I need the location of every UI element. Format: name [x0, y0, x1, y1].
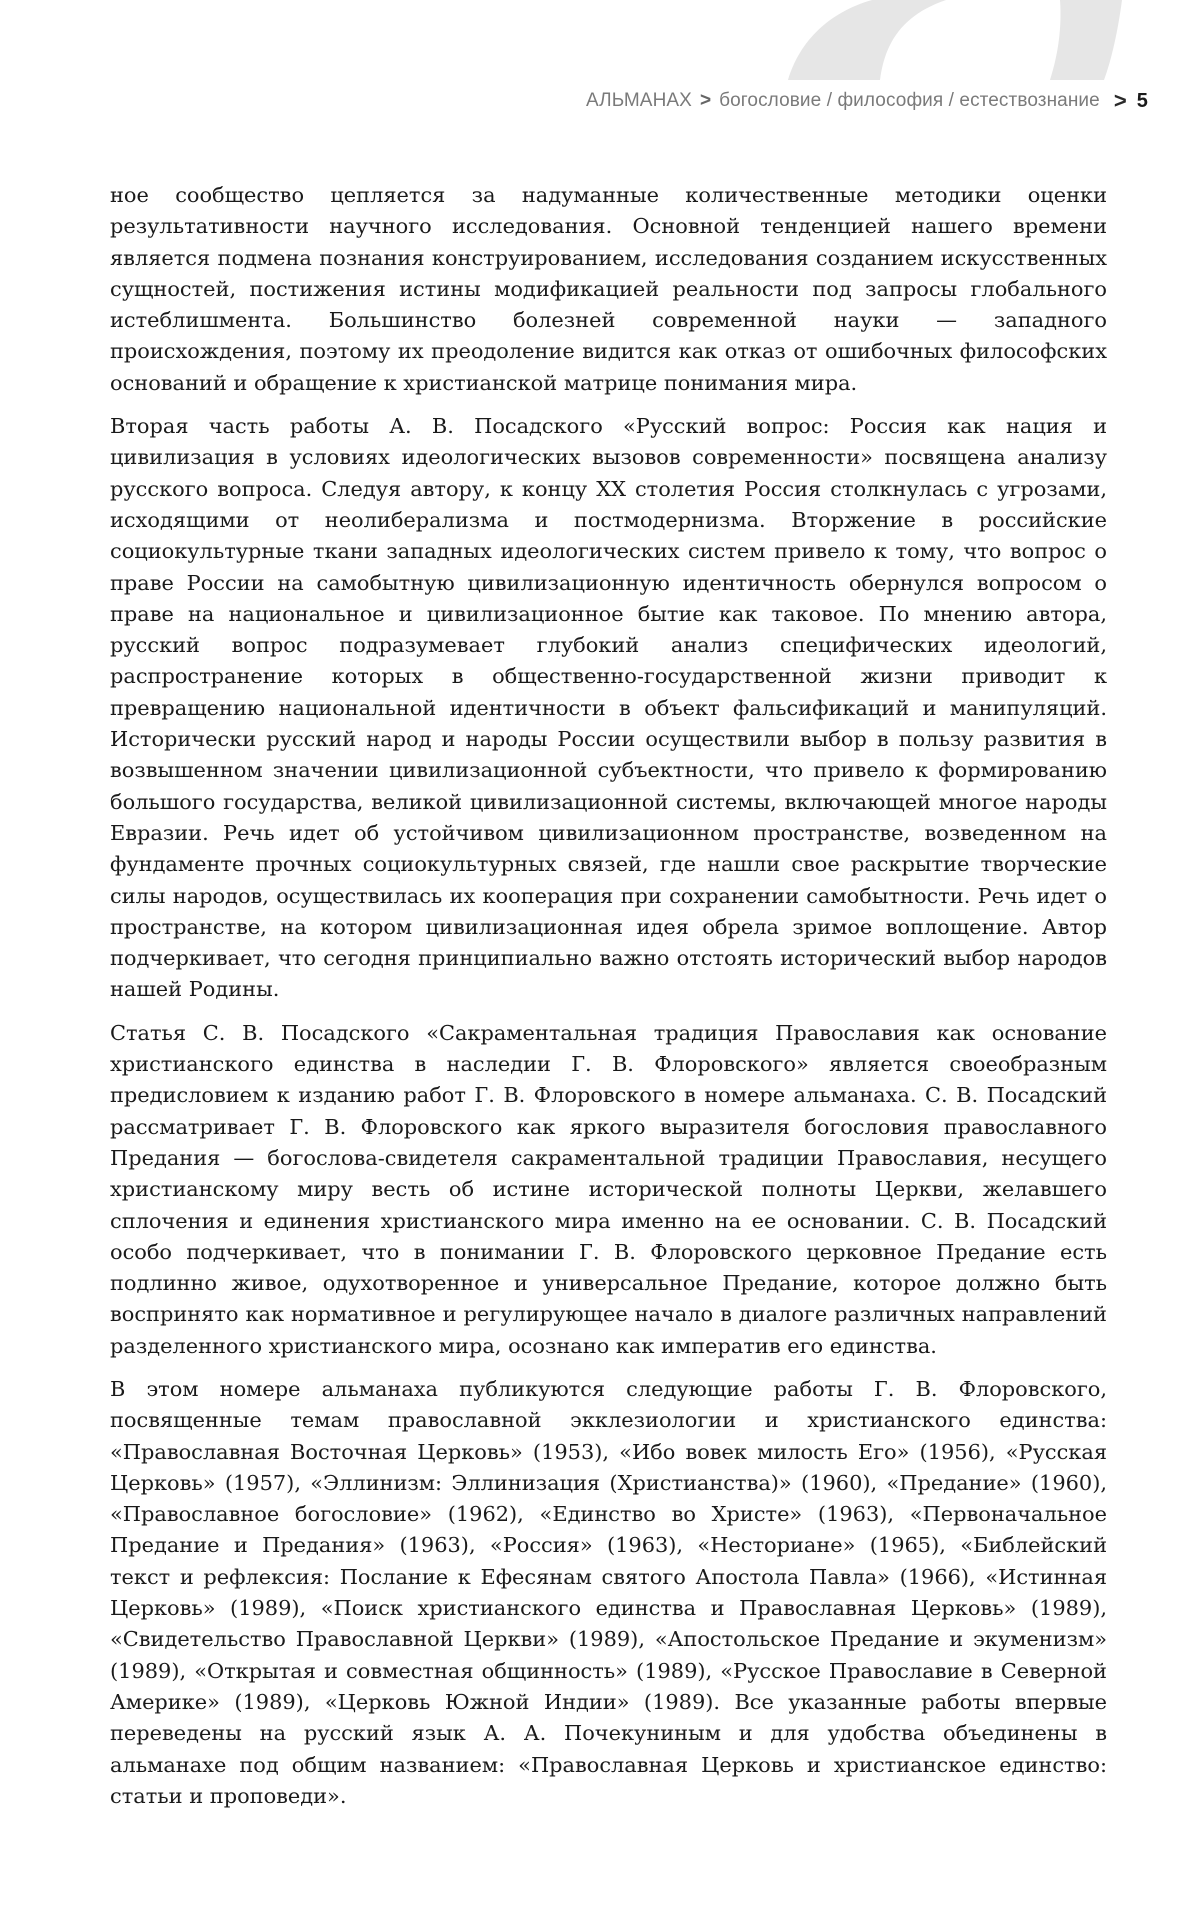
header-section-label: АЛЬМАНАХ	[585, 90, 692, 111]
paragraph-3: Статья С. В. Посадского «Сакраментальная традиция Православия как основание христианского единства в наследии Г. В. Флоровского» является своеобразным предисловием к изданию работ Г. В. Флоровского в номере альманаха. С. В. Посадский рассматривает Г. В. Флоровского как яркого выразителя богословия православного Предания — богослова-свидетеля сакраментальной традиции Православия, несущего христианскому миру весть об истине исторической полноты Церкви, желавшего сплочения и единения христианского мира именно на ее основании. С. В. Посадский особо подчеркивает, что в понимании Г. В. Флоровского церковное Предание есть подлинно живое, одухотворенное и универсальное Предание, которое должно быть воспринято как нормативное и регулирующее начало в диалоге различных направлений разделенного христианского мира, осознано как императив его единства.	[110, 1020, 1107, 1358]
paragraph-2: Вторая часть работы А. В. Посадского «Русский вопрос: Россия как нация и цивилизация в условиях идеологических вызовов современности» посвящена анализу русского вопроса. Следуя автору, к концу XX столетия Россия столкнулась с угрозами, исходящими от неолиберализма и постмодернизма. Вторжение в российские социокультурные ткани западных идеологических систем привело к тому, что вопрос о праве России на самобытную цивилизационную идентичность обернулся вопросом о праве на национальное и цивилизационное бытие как таковое. По мнению автора, русский вопрос подразумевает глубокий анализ специфических идеологий, распространение которых в общественно-государственной жизни приводит к превращению национальной идентичности в объект фальсификаций и манипуляций. Исторически русский народ и народы России осуществили выбор в пользу развития в возвышенном значении цивилизационной субъектности, что привело к формированию большого государства, великой цивилизационной системы, включающей многое народы Евразии. Речь идет об устойчивом цивилизационном пространстве, возведенном на фундаменте прочных социокультурных связей, где нашли свое раскрытие творческие силы народов, осуществилась их кооперация при сохранении самобытности. Речь идет о пространстве, на котором цивилизационная идея обрела зримое воплощение. Автор подчеркивает, что сегодня принципиально важно отстоять исторический выбор народов нашей Родины.	[110, 414, 1107, 1002]
header-arrow-icon: >	[1113, 88, 1127, 113]
header-decoration-shape	[0, 0, 1200, 80]
header-topics: богословие / философия / естествознание	[719, 90, 1100, 111]
article-body	[110, 180, 1107, 1824]
header-separator: >	[699, 90, 712, 111]
paragraph-1: ное сообщество цепляется за надуманные количественные методики оценки результативности научного исследования. Основной тенденцией нашего времени является подмена познания конструированием, исследования созданием искусственных сущностей, постижения истины модификацией реальности под запросы глобального истеблишмента. Большинство болезней современной науки — западного происхождения, поэтому их преодоление видится как отказ от ошибочных философских оснований и обращение к христианской матрице понимания мира.	[110, 183, 1107, 395]
running-header	[586, 88, 1148, 114]
paragraph-4: В этом номере альманаха публикуются следующие работы Г. В. Флоровского, посвященные темам православной экклезиологии и христианского единства: «Православная Восточная Церковь» (1953), «Ибо вовек милость Его» (1956), «Русская Церковь» (1957), «Эллинизм: Эллинизация (Христианства)» (1960), «Предание» (1960), «Православное богословие» (1962), «Единство во Христе» (1963), «Первоначальное Предание и Предания» (1963), «Россия» (1963), «Несториане» (1965), «Библейский текст и рефлексия: Послание к Ефесянам святого Апостола Павла» (1966), «Истинная Церковь» (1989), «Поиск христианского единства и Православная Церковь» (1989), «Свидетельство Православной Церкви» (1989), «Апостольское Предание и экуменизм» (1989), «Открытая и совместная общинность» (1989), «Русское Православие в Северной Америке» (1989), «Церковь Южной Индии» (1989). Все указанные работы впервые переведены на русский язык А. А. Почекуниным и для удобства объединены в альманахе под общим названием: «Православная Церковь и христианское единство: статьи и проповеди».	[110, 1376, 1107, 1808]
page-number: 5	[1136, 89, 1148, 112]
